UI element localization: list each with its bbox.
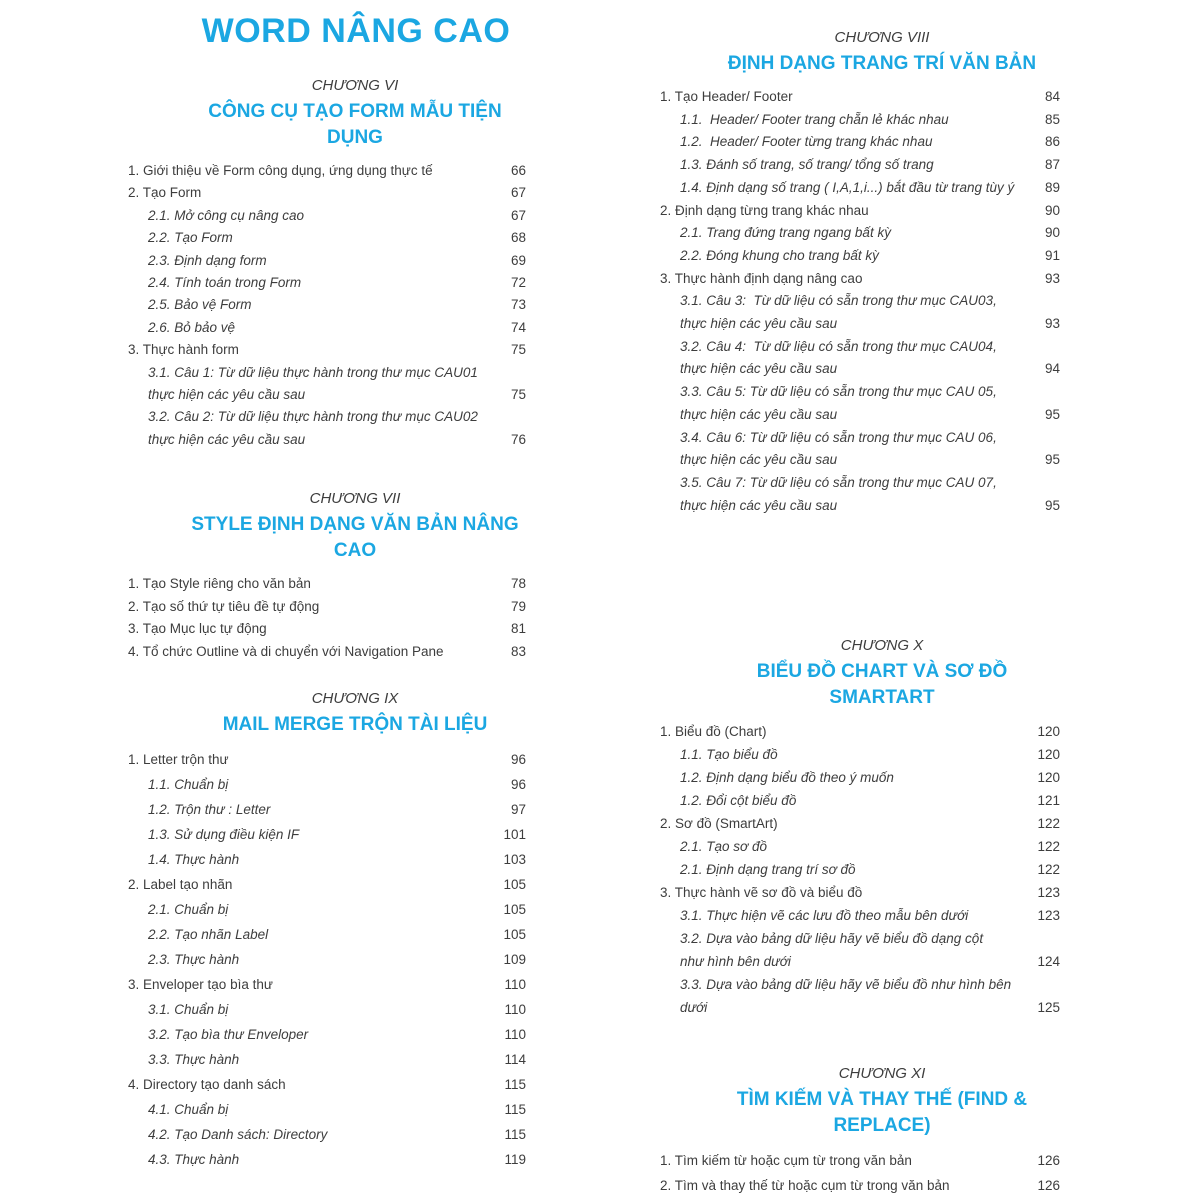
toc-item-page-number: 78 [510, 576, 526, 592]
toc-item-text: 3.3. Câu 5: Từ dữ liệu có sẵn trong thư mục CAU 05, thực hiện các yêu cầu sau [680, 384, 997, 422]
toc-item-list [128, 747, 526, 1172]
toc-item-text: 1.1. Header/ Footer trang chẵn lẻ khác nhau [680, 111, 949, 127]
toc-item-page-number: 114 [504, 1051, 526, 1067]
chapter-title: TÌM KIẾM VÀ THAY THẾ (FIND & REPLACE) [736, 1089, 1028, 1137]
toc-item-page-number: 91 [1044, 247, 1060, 263]
toc-item-list [660, 1148, 1060, 1198]
toc-item-page-number: 122 [1037, 839, 1060, 855]
toc-item [128, 1097, 526, 1122]
toc-item-text: 1.1. Tạo biểu đồ [680, 747, 778, 763]
toc-item-page-number: 97 [510, 801, 526, 817]
toc-item-page-number: 115 [504, 1101, 526, 1117]
toc-item-page-number: 79 [510, 598, 526, 614]
toc-item-text: 3.1. Thực hiện vẽ các lưu đồ theo mẫu bên dưới [680, 908, 969, 924]
toc-item [660, 1148, 1060, 1173]
toc-item-text: 3.2. Câu 4: Từ dữ liệu có sẵn trong thư mục CAU04, thực hiện các yêu cầu sau [680, 338, 997, 377]
toc-item [128, 872, 526, 897]
toc-item-text: 3. Thực hành form [128, 342, 239, 358]
toc-item [660, 835, 1060, 858]
toc-item [660, 766, 1060, 789]
toc-item [660, 222, 1060, 245]
toc-item-page-number: 126 [1037, 1153, 1060, 1169]
toc-item-page-number: 96 [510, 776, 526, 792]
toc-item-page-number: 110 [504, 1001, 526, 1017]
toc-item-text: 1.2. Định dạng biểu đồ theo ý muốn [680, 770, 894, 786]
toc-item [660, 1173, 1060, 1198]
book-title: WORD NÂNG CAO [201, 12, 511, 50]
toc-item-text: 2. Tạo số thứ tự tiêu đề tự động [128, 598, 320, 614]
toc-item-page-number: 75 [510, 387, 526, 403]
toc-item-text: 3. Thực hành vẽ sơ đồ và biểu đồ [660, 885, 863, 901]
right-column [660, 0, 1060, 1198]
toc-item [128, 897, 526, 922]
toc-item [128, 227, 526, 249]
toc-item [128, 922, 526, 947]
toc-item [128, 1122, 526, 1147]
toc-item-text: 4. Tổ chức Outline và di chuyển với Navigation Pane [128, 643, 444, 659]
toc-item-page-number: 120 [1037, 724, 1060, 740]
toc-item-text: 3. Tạo Mục lục tự động [128, 621, 267, 637]
toc-item-text: 2.1. Định dạng trang trí sơ đồ [680, 862, 856, 878]
toc-item-page-number: 83 [510, 643, 526, 659]
toc-item-text: 3.2. Dựa vào bảng dữ liệu hãy vẽ biểu đồ dạng cột như hình bên dưới [680, 931, 984, 970]
toc-item-text: 1. Tạo Style riêng cho văn bản [128, 576, 311, 592]
toc-item-text: 2.5. Bảo vệ Form [148, 297, 252, 313]
toc-item-page-number: 96 [510, 751, 526, 767]
toc-item-page-number: 95 [1044, 406, 1060, 422]
toc-item-page-number: 119 [504, 1151, 526, 1167]
toc-item [128, 160, 526, 182]
toc-item [660, 858, 1060, 881]
toc-item [128, 205, 526, 227]
toc-item-page-number: 72 [510, 275, 526, 291]
toc-item [128, 182, 526, 204]
toc-item-text: 2. Định dạng từng trang khác nhau [660, 202, 869, 218]
toc-item-text: 4.1. Chuẩn bị [148, 1101, 229, 1117]
toc-item [660, 109, 1060, 132]
toc-item [128, 406, 526, 451]
toc-item-page-number: 74 [510, 319, 526, 335]
toc-item [128, 339, 526, 361]
toc-item-text: 1.1. Chuẩn bị [148, 776, 229, 792]
chapter-label: CHƯƠNG XI [838, 1065, 926, 1083]
toc-item-text: 3.1. Chuẩn bị [148, 1001, 229, 1017]
toc-item-page-number: 73 [510, 297, 526, 313]
toc-item [128, 1072, 526, 1097]
toc-item-text: 2.1. Tạo sơ đồ [680, 839, 767, 855]
toc-item-text: 1.4. Định dạng số trang ( I,A,1,i...) bắt đầu từ trang tùy ý [680, 179, 1015, 195]
toc-item [128, 596, 526, 618]
toc-item-page-number: 110 [504, 1026, 526, 1042]
toc-item-text: 4.2. Tạo Danh sách: Directory [148, 1126, 328, 1142]
toc-item-text: 2.1. Mở công cụ nâng cao [148, 207, 305, 223]
toc-item [660, 720, 1060, 743]
toc-item-page-number: 67 [510, 207, 526, 223]
toc-item-page-number: 89 [1044, 179, 1060, 195]
toc-item-text: 3.4. Câu 6: Từ dữ liệu có sẵn trong thư mục CAU 06, thực hiện các yêu cầu sau [680, 429, 997, 468]
toc-item-text: 2.1. Chuẩn bị [148, 901, 229, 917]
toc-item-text: 4.3. Thực hành [148, 1151, 240, 1167]
chapter-label: CHƯƠNG VII [309, 490, 401, 508]
toc-item-page-number: 90 [1044, 202, 1060, 218]
toc-item [128, 772, 526, 797]
toc-item-text: 2.2. Tạo Form [148, 230, 233, 246]
toc-item-text: 2. Label tạo nhãn [128, 876, 233, 892]
section-chuong-x [660, 636, 1060, 1019]
toc-item [660, 131, 1060, 154]
toc-item-text: 1.3. Đánh số trang, số trang/ tổng số trang [680, 157, 934, 173]
toc-item [128, 641, 526, 663]
toc-item [660, 973, 1060, 1019]
toc-item-text: 1.2. Đổi cột biểu đồ [680, 793, 797, 809]
toc-item-list [128, 160, 526, 451]
toc-item-text: 1.3. Sử dụng điều kiện IF [148, 826, 300, 842]
chapter-title: ĐỊNH DẠNG TRANG TRÍ VĂN BẢN [727, 53, 1037, 74]
toc-item-page-number: 67 [510, 185, 526, 201]
toc-item-page-number: 105 [503, 901, 526, 917]
toc-item-list [128, 573, 526, 663]
toc-item-page-number: 84 [1044, 89, 1060, 104]
toc-item-text: 4. Directory tạo danh sách [128, 1076, 286, 1092]
toc-item [660, 336, 1060, 381]
toc-item [128, 947, 526, 972]
toc-item [660, 812, 1060, 835]
left-column [128, 0, 526, 1172]
toc-item-page-number: 95 [1044, 497, 1060, 513]
toc-item-page-number: 126 [1037, 1178, 1060, 1194]
toc-item-page-number: 81 [510, 621, 526, 637]
toc-item-page-number: 85 [1044, 111, 1060, 127]
toc-item [660, 177, 1060, 200]
toc-item [660, 290, 1060, 335]
toc-item [128, 797, 526, 822]
toc-item [660, 881, 1060, 904]
toc-item-page-number: 122 [1037, 816, 1060, 832]
toc-item-page-number: 66 [510, 163, 526, 178]
toc-item-text: 1. Biểu đồ (Chart) [660, 724, 767, 740]
toc-item-text: 2.6. Bỏ bảo vệ [148, 319, 236, 335]
toc-item-page-number: 122 [1037, 862, 1060, 878]
toc-item [660, 789, 1060, 812]
chapter-label: CHƯƠNG IX [311, 689, 399, 707]
toc-item [660, 245, 1060, 268]
toc-item [128, 1022, 526, 1047]
toc-item-page-number: 123 [1037, 908, 1060, 924]
toc-item-page-number: 68 [510, 230, 526, 246]
chapter-label: CHƯƠNG VIII [834, 29, 930, 46]
toc-item-text: 3. Thực hành định dạng nâng cao [660, 270, 863, 286]
toc-item [660, 472, 1060, 517]
toc-item-page-number: 93 [1044, 270, 1060, 286]
toc-item-text: 1. Tạo Header/ Footer [660, 89, 793, 104]
toc-item-page-number: 75 [510, 342, 526, 358]
toc-item-page-number: 103 [503, 851, 526, 867]
toc-item-page-number: 109 [503, 951, 526, 967]
toc-item [128, 250, 526, 272]
toc-item-text: 2. Tạo Form [128, 185, 202, 201]
toc-item [128, 618, 526, 640]
toc-item-text: 1.2. Trộn thư : Letter [148, 801, 271, 817]
toc-item-page-number: 105 [503, 926, 526, 942]
toc-item-text: 3.3. Thực hành [148, 1051, 240, 1067]
toc-item [128, 362, 526, 407]
toc-item-text: 3.5. Câu 7: Từ dữ liệu có sẵn trong thư mục CAU 07, thực hiện các yêu cầu sau [680, 474, 997, 513]
toc-item-text: 3.3. Dựa vào bảng dữ liệu hãy vẽ biểu đồ như hình bên dưới [680, 977, 1015, 1016]
toc-item [128, 1147, 526, 1172]
chapter-title: BIỂU ĐỒ CHART VÀ SƠ ĐỒ SMARTART [756, 661, 1008, 709]
toc-item-text: 3.2. Câu 2: Từ dữ liệu thực hành trong thư mục CAU02 thực hiện các yêu cầu sau [148, 409, 478, 447]
toc-item-text: 2. Tìm và thay thế từ hoặc cụm từ trong văn bản [660, 1178, 950, 1194]
toc-item [660, 927, 1060, 973]
toc-item [128, 747, 526, 772]
toc-item-text: 2.4. Tính toán trong Form [148, 275, 302, 291]
toc-item [660, 200, 1060, 223]
toc-item [660, 268, 1060, 291]
toc-item [128, 573, 526, 595]
toc-item-text: 2.2. Đóng khung cho trang bất kỳ [680, 247, 879, 263]
toc-item-page-number: 87 [1044, 157, 1060, 173]
section-chuong-ix [128, 689, 526, 1172]
toc-item-page-number: 123 [1037, 885, 1060, 901]
toc-item-text: 2.3. Định dạng form [148, 252, 267, 268]
toc-item-text: 1.2. Header/ Footer từng trang khác nhau [680, 134, 933, 150]
toc-item [660, 904, 1060, 927]
toc-item-page-number: 121 [1037, 793, 1060, 809]
toc-item [128, 272, 526, 294]
chapter-label: CHƯƠNG X [840, 637, 924, 655]
toc-item-text: 3.1. Câu 3: Từ dữ liệu có sẵn trong thư mục CAU03, thực hiện các yêu cầu sau [680, 293, 997, 332]
toc-item-text: 3. Enveloper tạo bìa thư [128, 976, 273, 992]
toc-item-text: 3.2. Tạo bìa thư Enveloper [148, 1026, 309, 1042]
toc-item-page-number: 93 [1044, 316, 1060, 332]
chapter-title: MAIL MERGE TRỘN TÀI LIỆU [222, 713, 488, 735]
toc-item-page-number: 120 [1037, 747, 1060, 763]
toc-item-page-number: 94 [1044, 361, 1060, 377]
chapter-title: CÔNG CỤ TẠO FORM MẪU TIỆN DỤNG [208, 101, 502, 148]
toc-item-page-number: 115 [504, 1126, 526, 1142]
toc-item-page-number: 115 [504, 1076, 526, 1092]
section-chuong-xi [660, 1064, 1060, 1198]
toc-item [128, 294, 526, 316]
toc-item [128, 972, 526, 997]
toc-item-text: 2.1. Trang đứng trang ngang bất kỳ [680, 225, 891, 241]
toc-item-page-number: 110 [504, 976, 526, 992]
toc-item [660, 743, 1060, 766]
toc-item-page-number: 120 [1037, 770, 1060, 786]
toc-item-page-number: 124 [1037, 954, 1060, 970]
toc-item [660, 427, 1060, 472]
toc-item [128, 847, 526, 872]
toc-item [128, 822, 526, 847]
toc-item-page-number: 105 [503, 876, 526, 892]
toc-item-page-number: 125 [1037, 1000, 1060, 1016]
toc-item-text: 1. Tìm kiếm từ hoặc cụm từ trong văn bản [660, 1153, 912, 1169]
section-chuong-vi [128, 76, 526, 451]
toc-item-text: 2.2. Tạo nhãn Label [148, 926, 269, 942]
toc-item-page-number: 95 [1044, 452, 1060, 468]
toc-item-page-number: 86 [1044, 134, 1060, 150]
toc-item-page-number: 90 [1044, 225, 1060, 241]
toc-item [660, 154, 1060, 177]
toc-item-list [660, 720, 1060, 1019]
toc-item [660, 86, 1060, 109]
toc-item-text: 1. Giới thiệu về Form công dụng, ứng dụng thực tế [128, 163, 433, 178]
toc-item-text: 1. Letter trộn thư [128, 751, 229, 767]
section-chuong-viii [660, 28, 1060, 517]
chapter-title: STYLE ĐỊNH DẠNG VĂN BẢN NÂNG CAO [191, 514, 519, 562]
toc-item [128, 997, 526, 1022]
toc-item-text: 2.3. Thực hành [148, 951, 240, 967]
chapter-label: CHƯƠNG VI [311, 77, 399, 94]
toc-item-text: 2. Sơ đồ (SmartArt) [660, 816, 778, 832]
toc-item [660, 381, 1060, 426]
toc-item-text: 1.4. Thực hành [148, 851, 240, 867]
toc-item [128, 317, 526, 339]
toc-item-page-number: 69 [510, 252, 526, 268]
toc-item-page-number: 76 [510, 431, 526, 447]
toc-item-text: 3.1. Câu 1: Từ dữ liệu thực hành trong thư mục CAU01 thực hiện các yêu cầu sau [148, 364, 478, 403]
section-chuong-vii [128, 489, 526, 663]
toc-item-page-number: 101 [503, 826, 526, 842]
toc-item-list [660, 86, 1060, 517]
toc-item [128, 1047, 526, 1072]
